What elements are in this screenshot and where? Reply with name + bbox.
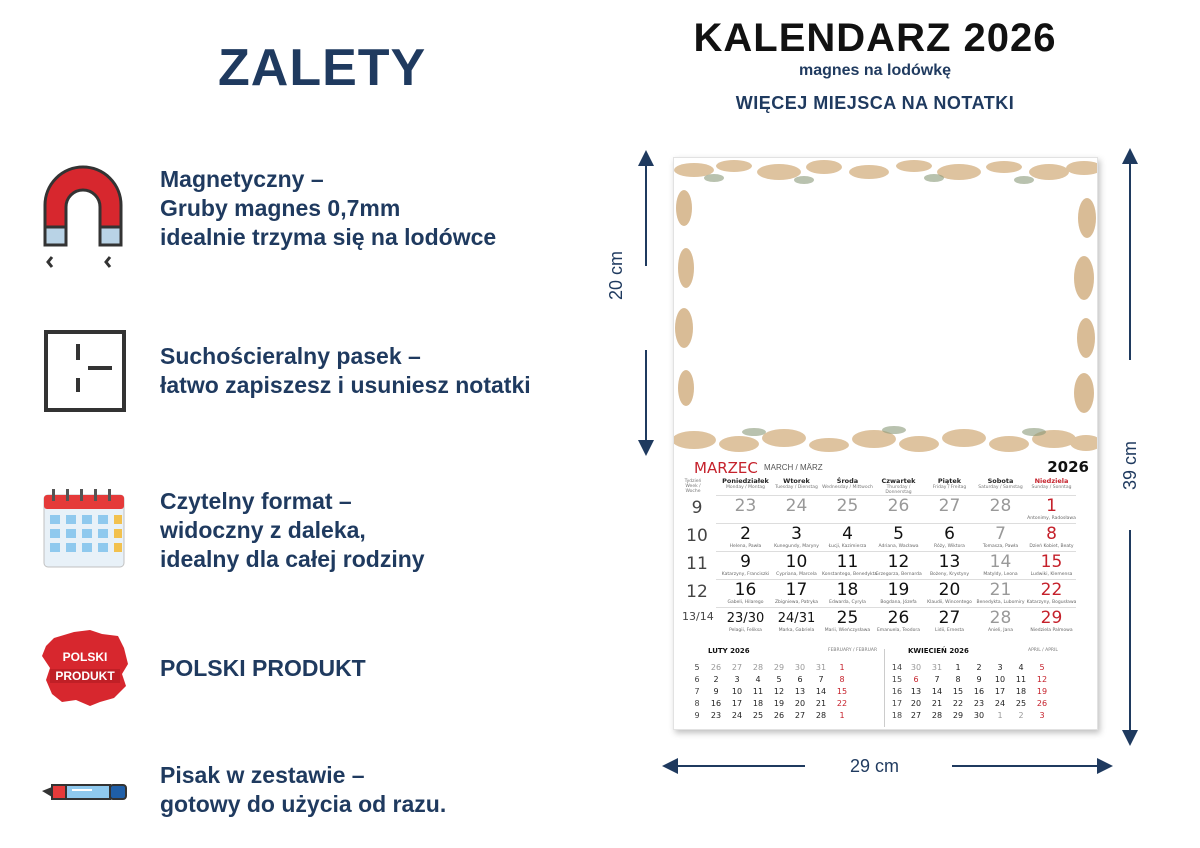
name-day-text: Kunegundy, Maryny xyxy=(774,544,819,549)
day-number: 24/31 xyxy=(777,611,816,626)
name-day-text: Klaudii, Wincentego xyxy=(927,600,972,605)
dimension-29cm: 29 cm xyxy=(850,756,900,776)
feature-line: Magnetyczny – xyxy=(160,166,324,192)
mini-day-number: 30 xyxy=(794,663,806,672)
feature-line: gotowy do użycia od razu. xyxy=(160,791,447,817)
mini-month-subtitle: FEBRUARY / FEBRUAR xyxy=(828,648,878,653)
day-cell xyxy=(771,525,822,552)
name-day-text: Adriana, Wacława xyxy=(878,544,919,549)
day-header xyxy=(822,477,873,490)
day-header xyxy=(975,477,1026,490)
day-number: 25 xyxy=(836,496,859,516)
day-name-translation: Saturday / Samstag xyxy=(978,485,1023,490)
feature-dry-erase xyxy=(40,330,600,430)
day-number: 18 xyxy=(836,580,859,600)
mini-day-number: 30 xyxy=(973,711,985,720)
mini-day-number: 17 xyxy=(994,687,1006,696)
name-day-text: Emanuela, Teodora xyxy=(876,628,921,633)
day-number: 20 xyxy=(938,580,961,600)
day-number: 29 xyxy=(1040,608,1063,628)
mini-day-number: 1 xyxy=(839,711,845,720)
day-cell xyxy=(1026,609,1077,636)
mini-day-number: 3 xyxy=(734,675,740,684)
mini-day-number: 19 xyxy=(773,699,785,708)
day-number: 12 xyxy=(887,552,910,572)
mini-day-number: 3 xyxy=(1039,711,1045,720)
name-day-text: Pelagii, Feliksa xyxy=(729,628,762,633)
day-cell xyxy=(1026,553,1077,580)
poland-map-icon xyxy=(40,628,130,728)
name-day-text: Lidii, Ernesta xyxy=(934,628,965,633)
mini-day-number: 30 xyxy=(910,663,922,672)
name-day-text: Matyldy, Leona xyxy=(983,572,1018,577)
mini-week-number: 15 xyxy=(891,675,903,684)
week-header-en: Week / Woche xyxy=(685,484,701,494)
mini-day-number: 22 xyxy=(836,699,848,708)
mini-day-number: 21 xyxy=(815,699,827,708)
mini-day-number: 12 xyxy=(1036,675,1048,684)
name-day-text: Bożeny, Krystyny xyxy=(929,572,970,577)
feature-line: idealnie trzyma się na lodówce xyxy=(160,224,497,250)
week-number: 12 xyxy=(686,582,708,602)
day-cell xyxy=(771,497,822,524)
mini-divider xyxy=(884,649,885,727)
name-day-text: Konstantego, Benedykta xyxy=(822,572,878,577)
day-number: 26 xyxy=(887,608,910,628)
mini-day-number: 4 xyxy=(755,675,761,684)
name-day-text: Tomasza, Pawła xyxy=(982,544,1019,549)
name-day-text: Antonimy, Radosława xyxy=(1027,516,1076,521)
day-cell xyxy=(822,609,873,636)
mini-day-number: 26 xyxy=(1036,699,1048,708)
day-name-translation: Friday / Freitag xyxy=(932,485,967,490)
day-number: 1 xyxy=(1046,496,1057,516)
calendar-mockup xyxy=(673,157,1098,730)
day-number: 23/30 xyxy=(726,611,765,626)
feature-line: widoczny z daleka, xyxy=(160,517,366,543)
mini-week-number: 8 xyxy=(694,699,700,708)
mini-week-number: 5 xyxy=(694,663,700,672)
mini-day-number: 28 xyxy=(931,711,943,720)
feature-line: łatwo zapiszesz i usuniesz notatki xyxy=(160,372,531,398)
day-cell xyxy=(720,581,771,608)
day-number: 5 xyxy=(893,524,904,544)
day-name-translation: Thursday / Donnerstag xyxy=(885,485,912,495)
mini-day-number: 25 xyxy=(752,711,764,720)
week-number: 11 xyxy=(686,554,708,574)
name-day-text: Dzień Kobiet, Beaty xyxy=(1029,544,1074,549)
mini-day-number: 16 xyxy=(973,687,985,696)
day-number: 17 xyxy=(785,580,808,600)
day-cell xyxy=(720,525,771,552)
day-cell xyxy=(975,525,1026,552)
mini-day-number: 31 xyxy=(931,663,943,672)
feature-line: Czytelny format – xyxy=(160,488,352,514)
mini-day-number: 11 xyxy=(752,687,764,696)
day-cell xyxy=(975,497,1026,524)
day-cell xyxy=(720,609,771,636)
day-cell xyxy=(873,553,924,580)
day-number: 19 xyxy=(887,580,910,600)
day-name: Niedziela xyxy=(1034,477,1069,485)
mini-week-number: 18 xyxy=(891,711,903,720)
magnet-icon xyxy=(40,165,130,265)
day-name: Sobota xyxy=(987,477,1014,485)
mini-day-number: 14 xyxy=(931,687,943,696)
day-header xyxy=(771,477,822,490)
mini-day-number: 5 xyxy=(1039,663,1045,672)
mini-day-number: 23 xyxy=(973,699,985,708)
day-cell xyxy=(975,609,1026,636)
day-cell xyxy=(1026,581,1077,608)
dimension-20cm: 20 cm xyxy=(606,250,626,300)
day-cell xyxy=(771,553,822,580)
name-day-text: Grzegorza, Bernarda xyxy=(875,572,922,577)
feature-line: POLSKI PRODUKT xyxy=(160,655,366,681)
day-number: 21 xyxy=(989,580,1012,600)
mini-day-number: 8 xyxy=(955,675,961,684)
day-cell xyxy=(975,581,1026,608)
day-number: 28 xyxy=(989,608,1012,628)
day-number: 11 xyxy=(836,552,859,572)
month-name: MARZEC xyxy=(694,459,758,477)
mini-day-number: 29 xyxy=(773,663,785,672)
mini-day-number: 13 xyxy=(794,687,806,696)
week-header xyxy=(680,479,706,494)
day-name: Środa xyxy=(836,477,859,485)
day-name: Czwartek xyxy=(881,477,916,485)
day-cell xyxy=(822,497,873,524)
mini-day-number: 15 xyxy=(952,687,964,696)
mini-day-number: 14 xyxy=(815,687,827,696)
name-day-text: Helena, Pawła xyxy=(729,544,762,549)
feature-polish-product xyxy=(40,628,600,728)
day-cell xyxy=(771,609,822,636)
mini-day-number: 27 xyxy=(731,663,743,672)
mini-month-title: LUTY 2026 xyxy=(708,647,750,655)
mini-day-number: 10 xyxy=(994,675,1006,684)
product-subtitle: magnes na lodówkę xyxy=(798,62,952,79)
product-note: WIĘCEJ MIEJSCA NA NOTATKI xyxy=(735,93,1015,113)
day-cell xyxy=(873,525,924,552)
day-header xyxy=(1026,477,1077,490)
day-number: 15 xyxy=(1040,552,1063,572)
name-day-text: Marka, Gabriela xyxy=(778,628,815,633)
day-number: 10 xyxy=(785,552,808,572)
mini-day-number: 10 xyxy=(731,687,743,696)
mini-day-number: 2 xyxy=(1018,711,1024,720)
day-cell xyxy=(720,497,771,524)
mini-day-number: 26 xyxy=(773,711,785,720)
day-cell xyxy=(924,609,975,636)
name-day-text: Gabeli, Hilarego xyxy=(727,600,764,605)
day-cell xyxy=(873,497,924,524)
name-day-text: Benedykta, Lubomiry xyxy=(976,600,1025,605)
day-number: 13 xyxy=(938,552,961,572)
advantages-title: ZALETY xyxy=(218,39,427,97)
month-subtitle: MARCH / MÄRZ xyxy=(764,463,823,472)
mini-day-number: 2 xyxy=(713,675,719,684)
badge-polski: POLSKI xyxy=(62,650,108,664)
day-name: Wtorek xyxy=(783,477,810,485)
name-day-text: Katarzyny, Bogusława xyxy=(1026,600,1077,605)
day-number: 27 xyxy=(938,608,961,628)
day-cell xyxy=(822,581,873,608)
day-header xyxy=(924,477,975,490)
mini-day-number: 24 xyxy=(731,711,743,720)
mini-day-number: 22 xyxy=(952,699,964,708)
day-number: 22 xyxy=(1040,580,1063,600)
day-header xyxy=(720,477,771,490)
mini-month-subtitle: APRIL / APRIL xyxy=(1028,648,1058,653)
mini-day-number: 4 xyxy=(1018,663,1024,672)
feature-line: Gruby magnes 0,7mm xyxy=(160,195,401,221)
mini-week-number: 7 xyxy=(694,687,700,696)
mini-day-number: 28 xyxy=(752,663,764,672)
mini-day-number: 9 xyxy=(976,675,982,684)
day-name-translation: Monday / Montag xyxy=(725,485,765,490)
mini-day-number: 7 xyxy=(818,675,824,684)
mini-day-number: 23 xyxy=(710,711,722,720)
mini-week-number: 16 xyxy=(891,687,903,696)
day-cell xyxy=(1026,525,1077,552)
badge-produkt: PRODUKT xyxy=(50,669,120,683)
day-number: 28 xyxy=(989,496,1012,516)
mini-week-number: 14 xyxy=(891,663,903,672)
day-name-translation: Tuesday / Dienstag xyxy=(775,485,818,490)
mini-day-number: 17 xyxy=(731,699,743,708)
mini-day-number: 9 xyxy=(713,687,719,696)
day-number: 9 xyxy=(740,552,751,572)
feature-readable xyxy=(40,487,600,587)
mini-week-number: 6 xyxy=(694,675,700,684)
mini-day-number: 28 xyxy=(815,711,827,720)
mini-day-number: 13 xyxy=(910,687,922,696)
mini-day-number: 27 xyxy=(794,711,806,720)
mini-day-number: 5 xyxy=(776,675,782,684)
mini-day-number: 26 xyxy=(710,663,722,672)
week-number: 13/14 xyxy=(682,610,714,623)
mini-day-number: 29 xyxy=(952,711,964,720)
day-name: Piątek xyxy=(937,477,962,485)
day-name-translation: Wednesday / Mittwoch xyxy=(822,485,873,490)
name-day-text: Bogdana, Józefa xyxy=(880,600,917,605)
mini-day-number: 3 xyxy=(997,663,1003,672)
day-number: 25 xyxy=(836,608,859,628)
dimension-39cm: 39 cm xyxy=(1120,440,1140,490)
day-cell xyxy=(822,525,873,552)
marker-pen-icon xyxy=(40,761,130,848)
day-cell xyxy=(975,553,1026,580)
day-number: 23 xyxy=(734,496,757,516)
name-day-text: Cypriana, Marcela xyxy=(776,572,817,577)
feature-line: idealny dla całej rodziny xyxy=(160,546,425,572)
name-day-text: Niedziela Palmowa xyxy=(1030,628,1073,633)
feature-magnetic xyxy=(40,165,600,265)
mini-day-number: 21 xyxy=(931,699,943,708)
day-cell xyxy=(822,552,878,580)
name-day-text: Łucji, Kazimierza xyxy=(828,544,867,549)
mini-day-number: 16 xyxy=(710,699,722,708)
mini-day-number: 1 xyxy=(997,711,1003,720)
day-number: 2 xyxy=(740,524,751,544)
calendar-icon xyxy=(40,487,130,587)
day-cell xyxy=(873,609,924,636)
product-title: KALENDARZ 2026 xyxy=(693,16,1057,60)
mini-day-number: 18 xyxy=(752,699,764,708)
feature-line: Suchościeralny pasek – xyxy=(160,343,421,369)
day-number: 16 xyxy=(734,580,757,600)
mini-day-number: 12 xyxy=(773,687,785,696)
day-cell xyxy=(924,553,975,580)
week-number: 10 xyxy=(686,526,708,546)
mini-day-number: 11 xyxy=(1015,675,1027,684)
calendar-month-grid xyxy=(674,453,1098,643)
name-day-text: Zbigniewa, Patryka xyxy=(774,600,819,605)
day-number: 26 xyxy=(887,496,910,516)
mini-day-number: 18 xyxy=(1015,687,1027,696)
mini-day-number: 6 xyxy=(913,675,919,684)
mini-week-number: 9 xyxy=(694,711,700,720)
whiteboard-icon xyxy=(40,330,130,430)
day-header xyxy=(873,477,924,495)
mini-day-number: 27 xyxy=(910,711,922,720)
mini-day-number: 25 xyxy=(1015,699,1027,708)
feature-marker-included xyxy=(40,761,600,848)
mini-month-title: KWIECIEŃ 2026 xyxy=(908,647,969,655)
day-cell xyxy=(873,581,924,608)
feature-line: Pisak w zestawie – xyxy=(160,762,365,788)
mini-day-number: 19 xyxy=(1036,687,1048,696)
mini-day-number: 24 xyxy=(994,699,1006,708)
day-number: 27 xyxy=(938,496,961,516)
mini-day-number: 20 xyxy=(910,699,922,708)
mini-day-number: 2 xyxy=(976,663,982,672)
day-number: 7 xyxy=(995,524,1006,544)
day-cell xyxy=(924,525,975,552)
day-name: Poniedziałek xyxy=(722,477,769,485)
name-day-text: Edwarda, Cyryla xyxy=(829,600,866,605)
mini-day-number: 15 xyxy=(836,687,848,696)
week-number: 9 xyxy=(691,498,703,518)
day-cell xyxy=(720,553,771,580)
floral-frame-image xyxy=(674,158,1098,453)
mini-day-number: 1 xyxy=(839,663,845,672)
name-day-text: Ludwiki, Klemensa xyxy=(1030,572,1073,577)
day-name-translation: Sunday / Sonntag xyxy=(1031,485,1072,490)
day-number: 4 xyxy=(842,524,853,544)
mini-day-number: 7 xyxy=(934,675,940,684)
day-cell xyxy=(771,581,822,608)
mini-day-number: 1 xyxy=(955,663,961,672)
day-cell xyxy=(924,497,975,524)
day-number: 14 xyxy=(989,552,1012,572)
day-number: 8 xyxy=(1046,524,1057,544)
name-day-text: Katarzyny, Franciszki xyxy=(721,572,770,577)
mini-day-number: 20 xyxy=(794,699,806,708)
name-day-text: Róży, Wiktora xyxy=(934,544,965,549)
mini-week-number: 17 xyxy=(891,699,903,708)
day-number: 24 xyxy=(785,496,808,516)
day-cell xyxy=(1026,497,1077,524)
year-label: 2026 xyxy=(1047,458,1089,476)
day-number: 6 xyxy=(944,524,955,544)
mini-day-number: 8 xyxy=(839,675,845,684)
day-number: 3 xyxy=(791,524,802,544)
mini-day-number: 6 xyxy=(797,675,803,684)
day-cell xyxy=(924,581,975,608)
mini-day-number: 31 xyxy=(815,663,827,672)
week-header-pl: Tydzień xyxy=(684,479,702,484)
name-day-text: Marii, Wieńczysława xyxy=(824,628,871,633)
name-day-text: Anieli, Jana xyxy=(987,628,1013,633)
mini-months xyxy=(674,643,1098,730)
